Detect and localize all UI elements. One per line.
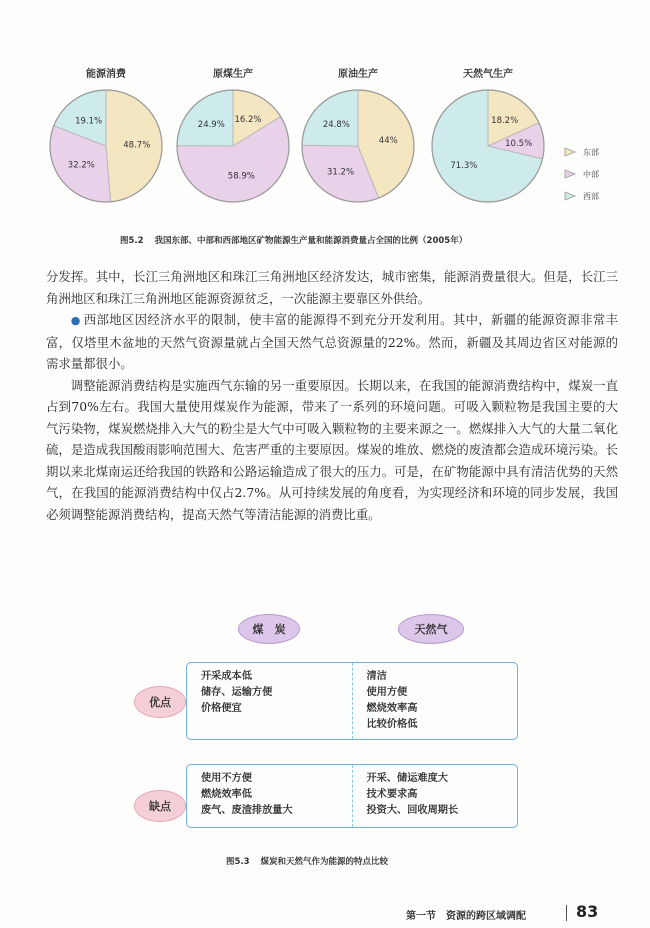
pie-data-label: 16.2% bbox=[234, 115, 262, 126]
coal-pros-list bbox=[187, 663, 352, 739]
figure-5-2-caption bbox=[120, 234, 467, 246]
legend-swatch bbox=[565, 170, 575, 178]
figure-5-3-caption bbox=[226, 855, 388, 867]
legend-label: 东部 bbox=[583, 148, 599, 157]
pie-title: 能源消费 bbox=[86, 69, 126, 80]
coal-cons-list bbox=[187, 765, 352, 827]
page-number: 83 bbox=[576, 902, 599, 921]
pie-data-label: 24.9% bbox=[197, 120, 225, 131]
pie-title: 原煤生产 bbox=[213, 69, 253, 80]
gas-pros-item: 比较价格低 bbox=[366, 719, 418, 730]
paragraph-2-text: 西部地区因经济水平的限制，使丰富的能源得不到充分开发利用。其中，新疆的能源资源非常丰富，仅塔里木盆地的天然气资源量就占全国天然气总资源量的22%。然而，新疆及其周边省区对能源的需求量都很小。 bbox=[46, 312, 618, 371]
figure-5-2-caption-text: 我国东部、中部和西部地区矿物能源生产量和能源消费量占全国的比例（2005年） bbox=[154, 236, 468, 246]
pros-box bbox=[186, 662, 518, 740]
coal-cons-item: 使用不方便 bbox=[201, 773, 252, 784]
footer-section-title: 第一节 资源的跨区域调配 bbox=[406, 911, 526, 922]
pie-slice-west bbox=[177, 90, 233, 146]
coal-pros-item: 储存、运输方便 bbox=[201, 687, 273, 698]
gas-pros-item: 清洁 bbox=[366, 671, 387, 682]
gas-cons-item: 开采、储运难度大 bbox=[366, 773, 448, 784]
coal-pros-item: 价格便宜 bbox=[201, 703, 242, 714]
paragraph-1: 分发挥。其中，长江三角洲地区和珠江三角洲地区经济发达，城市密集，能源消费量很大。但是，长江三角洲地区和珠江三角洲地区能源资源贫乏，一次能源主要靠区外供给。 bbox=[46, 269, 618, 306]
pie-data-label: 58.9% bbox=[227, 171, 255, 182]
pie-data-label: 19.1% bbox=[75, 116, 103, 127]
coal-cons-item: 废气、废渣排放量大 bbox=[201, 805, 293, 816]
body-text bbox=[46, 266, 618, 525]
gas-pros-item: 使用方便 bbox=[366, 687, 408, 698]
pie-data-label: 31.2% bbox=[327, 167, 355, 178]
footer-divider bbox=[566, 905, 567, 921]
cons-label-oval: 缺点 bbox=[134, 790, 186, 822]
paragraph-3: 调整能源消费结构是实施西气东输的另一重要原因。长期以来，在我国的能源消费结构中，煤炭一直占到70%左右。我国大量使用煤炭作为能源，带来了一系列的环境问题。可吸入颗粒物是我国主要的大气污染物，煤炭燃烧排入大气的粉尘是大气中可吸入颗粒物的主要来源之一。燃煤排入大气的大量二氧化硫，是造成我国酸雨影响范围大、危害严重的主要原因。煤炭的堆放、燃烧的废渣都会造成环境污染。长期以来北煤南运还给我国的铁路和公路运输造成了很大的压力。可是，在矿物能源中具有清洁优势的天然气，在我国的能源消费结构中仅占2.7%。从可持续发展的角度看，为实现经济和环境的同步发展，我国必须调整能源消费结构，提高天然气等清洁能源的消费比重。 bbox=[46, 377, 618, 522]
pie-data-label: 18.2% bbox=[491, 116, 519, 127]
pie-data-label: 10.5% bbox=[505, 139, 533, 150]
coal-header-oval: 煤 炭 bbox=[238, 614, 300, 644]
figure-5-3-caption-text: 煤炭和天然气作为能源的特点比较 bbox=[260, 857, 389, 867]
figure-5-2-label: 图5.2 bbox=[120, 236, 144, 246]
bullet-icon: ● bbox=[70, 314, 81, 327]
pie-slice-west bbox=[302, 90, 358, 146]
legend-swatch bbox=[565, 192, 575, 200]
gas-header-oval: 天然气 bbox=[398, 614, 464, 644]
legend-swatch bbox=[565, 148, 575, 156]
gas-cons-list bbox=[352, 765, 518, 827]
pie-data-label: 71.3% bbox=[450, 161, 478, 172]
coal-cons-item: 燃烧效率低 bbox=[201, 789, 252, 800]
pie-title: 原油生产 bbox=[338, 69, 378, 80]
gas-cons-item: 投资大、回收周期长 bbox=[366, 805, 459, 816]
gas-pros-item: 燃烧效率高 bbox=[366, 703, 418, 714]
legend-label: 中部 bbox=[583, 170, 599, 179]
coal-pros-item: 开采成本低 bbox=[201, 671, 252, 682]
figure-5-3-label: 图5.3 bbox=[226, 857, 250, 867]
gas-cons-item: 技术要求高 bbox=[366, 789, 418, 800]
pie-data-label: 24.8% bbox=[322, 120, 350, 131]
pie-data-label: 32.2% bbox=[67, 160, 95, 171]
pie-chart-figure bbox=[0, 0, 650, 250]
pie-data-label: 48.7% bbox=[123, 140, 151, 151]
paragraph-2 bbox=[46, 309, 618, 375]
pie-data-label: 44% bbox=[378, 136, 398, 147]
pros-label-oval: 优点 bbox=[134, 686, 186, 718]
pie-title: 天然气生产 bbox=[463, 69, 513, 80]
gas-pros-list bbox=[352, 663, 518, 739]
legend-label: 西部 bbox=[583, 192, 599, 201]
cons-box bbox=[186, 764, 518, 828]
